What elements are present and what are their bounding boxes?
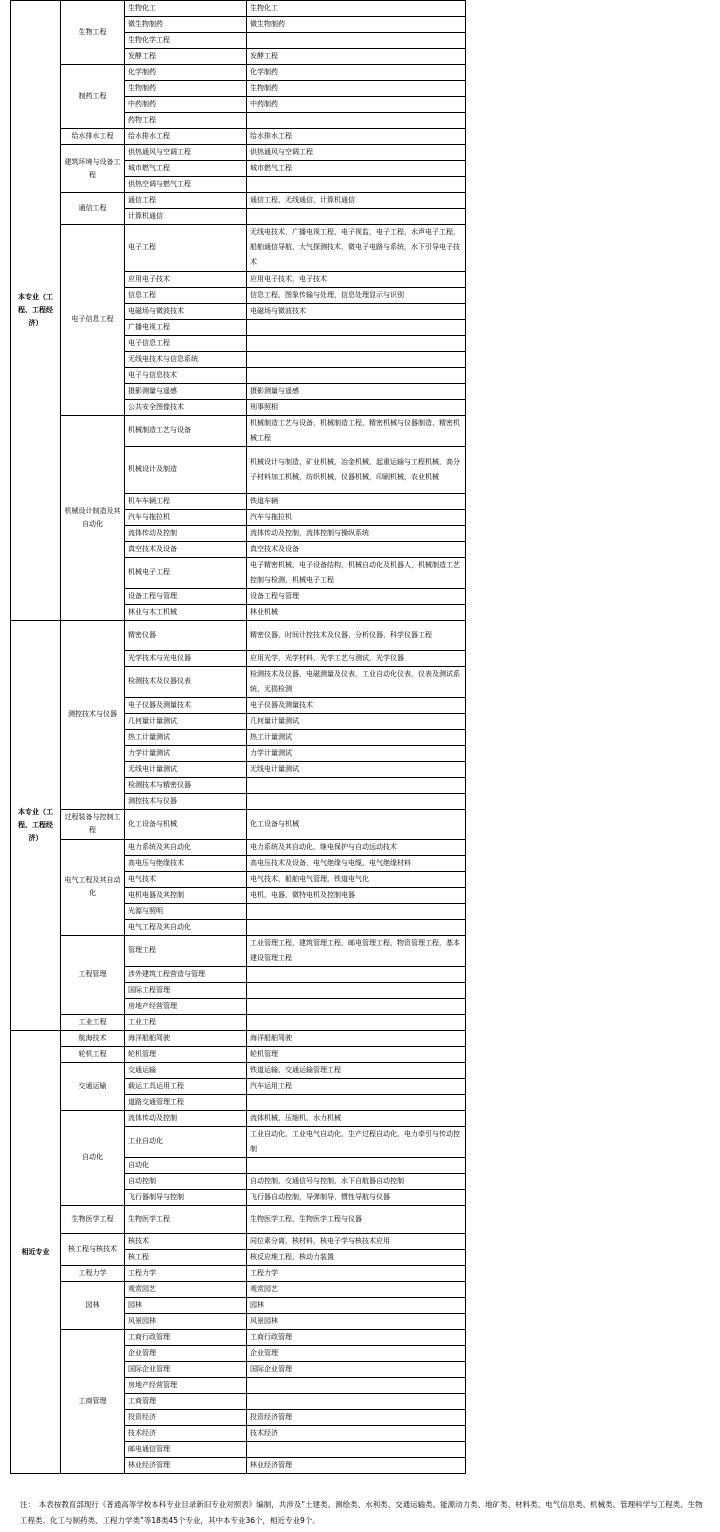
old-major-cell: 房地产经营管理 — [125, 998, 247, 1014]
old-major-cell: 中药制药 — [125, 97, 247, 113]
original-major-cell: 化学制药 — [247, 65, 466, 81]
old-major-cell: 机械制造工艺与设备 — [125, 415, 247, 446]
original-major-cell: 自动控制，交通信号与控制，水下自航器自动控制 — [247, 1173, 466, 1189]
footnote: 注： 本表按教育部现行《普通高等学校本科专业目录新旧专业对照表》编制，共涉及“土建类、测绘类、水利类、交通运输类、能源动力类、地矿类、材料类、电气信息类、机械类、管理科学与工程类、生物工程类、化工与制药类、工程力学类”等18类45个专业，其中本专业36个，相近专业9个。 — [20, 1500, 703, 1525]
original-major-cell: 海洋船舶驾驶 — [247, 1030, 466, 1046]
old-major-cell: 房地产经营管理 — [125, 1378, 247, 1394]
new-major-cell: 航海技术 — [61, 1030, 125, 1046]
new-major-cell: 核工程与核技术 — [61, 1234, 125, 1266]
table-row — [11, 839, 466, 855]
old-major-cell: 检测技术及仪器仪表 — [125, 666, 247, 697]
original-major-cell: 供热通风与空调工程 — [247, 145, 466, 161]
original-major-cell: 观赏园艺 — [247, 1282, 466, 1298]
original-major-cell: 工程力学 — [247, 1266, 466, 1282]
table-row — [11, 1282, 466, 1298]
old-major-cell: 力学计量测试 — [125, 745, 247, 761]
table-row — [11, 1, 466, 17]
old-major-cell: 工业工程 — [125, 1014, 247, 1030]
original-major-cell: 城市燃气工程 — [247, 161, 466, 177]
original-major-cell: 电子仪器及测量技术 — [247, 697, 466, 713]
old-major-cell: 电子工程 — [125, 225, 247, 272]
old-major-cell: 企业管理 — [125, 1346, 247, 1362]
new-major-cell: 通信工程 — [61, 193, 125, 225]
old-major-cell: 几何量计量测试 — [125, 713, 247, 729]
original-major-cell: 工商行政管理 — [247, 1330, 466, 1346]
original-major-cell: 生物医学工程，生物医学工程与仪器 — [247, 1205, 466, 1233]
original-major-cell — [247, 351, 466, 367]
original-major-cell: 检测技术及仪器，电磁测量及仪表，工业自动化仪表，仪表及测试系统，无损检测 — [247, 666, 466, 697]
original-major-cell — [247, 1378, 466, 1394]
original-major-cell: 核反应堆工程，核动力装置 — [247, 1250, 466, 1266]
table-row — [11, 1266, 466, 1282]
old-major-cell: 生物化学工程 — [125, 33, 247, 49]
new-major-cell: 制药工程 — [61, 65, 125, 129]
old-major-cell: 高电压与绝缘技术 — [125, 855, 247, 871]
new-major-cell: 电子信息工程 — [61, 225, 125, 416]
old-major-cell: 交通运输 — [125, 1062, 247, 1078]
old-major-cell: 精密仪器 — [125, 620, 247, 650]
original-major-cell: 电气技术，船舶电气管理，铁道电气化 — [247, 871, 466, 887]
old-major-cell: 机械电子工程 — [125, 557, 247, 588]
original-major-cell: 铁道运输，交通运输管理工程 — [247, 1062, 466, 1078]
original-major-cell — [247, 919, 466, 935]
old-major-cell: 林业经济管理 — [125, 1458, 247, 1474]
new-major-cell: 生物医学工程 — [61, 1205, 125, 1233]
table-row — [11, 1205, 466, 1233]
old-major-cell: 自动控制 — [125, 1173, 247, 1189]
original-major-cell — [247, 1094, 466, 1110]
old-major-cell: 化工设备与机械 — [125, 809, 247, 839]
original-major-cell: 电力系统及其自动化，继电保护与自动远动技术 — [247, 839, 466, 855]
old-major-cell: 园林 — [125, 1298, 247, 1314]
original-major-cell: 林业经济管理 — [247, 1458, 466, 1474]
original-major-cell: 应用电子技术，电子技术 — [247, 271, 466, 287]
original-major-cell: 机械制造工艺与设备，机械制造工程，精密机械与仪器制造，精密机械工程 — [247, 415, 466, 446]
old-major-cell: 流体传动及控制 — [125, 1110, 247, 1126]
old-major-cell: 飞行器制导与控制 — [125, 1189, 247, 1205]
major-comparison-table — [10, 0, 466, 1474]
old-major-cell: 工程力学 — [125, 1266, 247, 1282]
original-major-cell: 无线电计量测试 — [247, 761, 466, 777]
table-row — [11, 129, 466, 145]
new-major-cell: 工程力学 — [61, 1266, 125, 1282]
old-major-cell: 光源与照明 — [125, 903, 247, 919]
old-major-cell: 风景园林 — [125, 1314, 247, 1330]
original-major-cell: 摄影测量与遥感 — [247, 383, 466, 399]
original-major-cell — [247, 113, 466, 129]
original-major-cell: 生物化工 — [247, 1, 466, 17]
old-major-cell: 林业与木工机械 — [125, 604, 247, 620]
table-row — [11, 935, 466, 966]
category-cell: 本专业（工程、工程经济） — [11, 620, 61, 1030]
table-row — [11, 620, 466, 650]
new-major-cell: 生物工程 — [61, 1, 125, 65]
old-major-cell: 机械设计及制造 — [125, 446, 247, 493]
original-major-cell: 汽车运用工程 — [247, 1078, 466, 1094]
original-major-cell — [247, 209, 466, 225]
original-major-cell: 企业管理 — [247, 1346, 466, 1362]
original-major-cell: 生物制药 — [247, 81, 466, 97]
original-major-cell: 工业自动化，工业电气自动化，生产过程自动化，电力牵引与传动控制 — [247, 1126, 466, 1157]
category-cell: 本专业（工程、工程经济） — [11, 1, 61, 621]
old-major-cell: 药物工程 — [125, 113, 247, 129]
original-major-cell: 高电压技术及设备，电气绝缘与电缆，电气绝缘材料 — [247, 855, 466, 871]
original-major-cell: 化工设备与机械 — [247, 809, 466, 839]
original-major-cell — [247, 966, 466, 982]
new-major-cell: 机械设计制造及其自动化 — [61, 415, 125, 620]
old-major-cell: 计算机通信 — [125, 209, 247, 225]
original-major-cell: 轮机管理 — [247, 1046, 466, 1062]
old-major-cell: 公共安全图像技术 — [125, 399, 247, 415]
old-major-cell: 热工计量测试 — [125, 729, 247, 745]
new-major-cell: 电气工程及其自动化 — [61, 839, 125, 935]
old-major-cell: 核技术 — [125, 1234, 247, 1250]
original-major-cell: 力学计量测试 — [247, 745, 466, 761]
original-major-cell: 真空技术及设备 — [247, 541, 466, 557]
old-major-cell: 检测技术与精密仪器 — [125, 777, 247, 793]
old-major-cell: 工业自动化 — [125, 1126, 247, 1157]
old-major-cell: 无线电计量测试 — [125, 761, 247, 777]
table-row — [11, 1030, 466, 1046]
old-major-cell: 工商管理 — [125, 1394, 247, 1410]
old-major-cell: 技术经济 — [125, 1426, 247, 1442]
original-major-cell: 流体机械，压缩机，水力机械 — [247, 1110, 466, 1126]
old-major-cell: 国际企业管理 — [125, 1362, 247, 1378]
original-major-cell: 应用光学，光学材料，光学工艺与测试，光学仪器 — [247, 650, 466, 666]
table-row — [11, 1014, 466, 1030]
old-major-cell: 电子与信息技术 — [125, 367, 247, 383]
old-major-cell: 发酵工程 — [125, 49, 247, 65]
old-major-cell: 电子仪器及测量技术 — [125, 697, 247, 713]
original-major-cell — [247, 1394, 466, 1410]
new-major-cell: 测控技术与仪器 — [61, 620, 125, 809]
old-major-cell: 电机电器及其控制 — [125, 887, 247, 903]
old-major-cell: 通信工程 — [125, 193, 247, 209]
old-major-cell: 工商行政管理 — [125, 1330, 247, 1346]
table-row — [11, 1234, 466, 1250]
old-major-cell: 载运工具运用工程 — [125, 1078, 247, 1094]
new-major-cell: 轮机工程 — [61, 1046, 125, 1062]
old-major-cell: 观赏园艺 — [125, 1282, 247, 1298]
old-major-cell: 城市燃气工程 — [125, 161, 247, 177]
new-major-cell: 给水排水工程 — [61, 129, 125, 145]
old-major-cell: 供热通风与空调工程 — [125, 145, 247, 161]
original-major-cell: 无线电技术，广播电视工程，电子视监，电子工程，水声电子工程，船舶通信导航，大气探测技术，微电子电路与系统，水下引导电子技术 — [247, 225, 466, 272]
old-major-cell: 应用电子技术 — [125, 271, 247, 287]
old-major-cell: 电子信息工程 — [125, 335, 247, 351]
table-row — [11, 809, 466, 839]
new-major-cell: 工商管理 — [61, 1330, 125, 1474]
original-major-cell: 飞行器自动控制，导弹制导，惯性导航与仪器 — [247, 1189, 466, 1205]
category-cell: 相近专业 — [11, 1030, 61, 1473]
original-major-cell: 机械设计与制造，矿业机械，冶金机械，起重运输与工程机械，高分子材料加工机械，纺织机械，仪器机械，印刷机械，农业机械 — [247, 446, 466, 493]
old-major-cell: 电力系统及其自动化 — [125, 839, 247, 855]
old-major-cell: 无线电技术与信息系统 — [125, 351, 247, 367]
new-major-cell: 工程管理 — [61, 935, 125, 1014]
old-major-cell: 生物医学工程 — [125, 1205, 247, 1233]
new-major-cell: 自动化 — [61, 1110, 125, 1205]
original-major-cell: 工业管理工程，建筑管理工程，邮电管理工程，物资管理工程，基本建设管理工程 — [247, 935, 466, 966]
old-major-cell: 真空技术及设备 — [125, 541, 247, 557]
new-major-cell: 工业工程 — [61, 1014, 125, 1030]
original-major-cell — [247, 1442, 466, 1458]
old-major-cell: 摄影测量与遥感 — [125, 383, 247, 399]
old-major-cell: 广播电视工程 — [125, 319, 247, 335]
original-major-cell: 电子精密机械，电子设备结构，机械自动化及机器人，机械制造工艺控制与检测，机械电子工程 — [247, 557, 466, 588]
original-major-cell: 流体传动及控制，流体控制与操纵系统 — [247, 525, 466, 541]
original-major-cell — [247, 1014, 466, 1030]
old-major-cell: 流体传动及控制 — [125, 525, 247, 541]
original-major-cell — [247, 793, 466, 809]
original-major-cell: 给水排水工程 — [247, 129, 466, 145]
old-major-cell: 设备工程与管理 — [125, 588, 247, 604]
old-major-cell: 轮机管理 — [125, 1046, 247, 1062]
new-major-cell: 交通运输 — [61, 1062, 125, 1110]
old-major-cell: 电磁场与微波技术 — [125, 303, 247, 319]
old-major-cell: 涉外建筑工程营造与管理 — [125, 966, 247, 982]
original-major-cell — [247, 1157, 466, 1173]
original-major-cell: 信息工程，图象传输与处理，信息处理显示与识别 — [247, 287, 466, 303]
original-major-cell: 同位素分离，核材料，核电子学与核技术应用 — [247, 1234, 466, 1250]
old-major-cell: 投资经济 — [125, 1410, 247, 1426]
old-major-cell: 机车车辆工程 — [125, 493, 247, 509]
table-row — [11, 1046, 466, 1062]
original-major-cell — [247, 777, 466, 793]
table-row — [11, 1110, 466, 1126]
old-major-cell: 化学制药 — [125, 65, 247, 81]
original-major-cell: 投资经济管理 — [247, 1410, 466, 1426]
old-major-cell: 生物化工 — [125, 1, 247, 17]
original-major-cell — [247, 335, 466, 351]
original-major-cell: 铁道车辆 — [247, 493, 466, 509]
original-major-cell — [247, 982, 466, 998]
original-major-cell: 汽车与拖拉机 — [247, 509, 466, 525]
table-row — [11, 1330, 466, 1346]
original-major-cell: 精密仪器，时间计控技术及仪器，分析仪器，科学仪器工程 — [247, 620, 466, 650]
old-major-cell: 给水排水工程 — [125, 129, 247, 145]
old-major-cell: 自动化 — [125, 1157, 247, 1173]
original-major-cell — [247, 998, 466, 1014]
original-major-cell: 电磁场与微波技术 — [247, 303, 466, 319]
table-row — [11, 225, 466, 272]
old-major-cell: 邮电通信管理 — [125, 1442, 247, 1458]
new-major-cell: 园林 — [61, 1282, 125, 1330]
old-major-cell: 电气工程及其自动化 — [125, 919, 247, 935]
original-major-cell — [247, 367, 466, 383]
old-major-cell: 海洋船舶驾驶 — [125, 1030, 247, 1046]
new-major-cell: 过程装备与控制工程 — [61, 809, 125, 839]
original-major-cell: 园林 — [247, 1298, 466, 1314]
table-row — [11, 193, 466, 209]
original-major-cell: 刑事照相 — [247, 399, 466, 415]
original-major-cell: 风景园林 — [247, 1314, 466, 1330]
old-major-cell: 供热空调与燃气工程 — [125, 177, 247, 193]
old-major-cell: 道路交通管理工程 — [125, 1094, 247, 1110]
old-major-cell: 光学技术与光电仪器 — [125, 650, 247, 666]
original-major-cell — [247, 33, 466, 49]
original-major-cell: 通信工程，无线通信，计算机通信 — [247, 193, 466, 209]
original-major-cell: 热工计量测试 — [247, 729, 466, 745]
old-major-cell: 微生物制药 — [125, 17, 247, 33]
original-major-cell: 设备工程与管理 — [247, 588, 466, 604]
original-major-cell: 发酵工程 — [247, 49, 466, 65]
old-major-cell: 管理工程 — [125, 935, 247, 966]
original-major-cell: 几何量计量测试 — [247, 713, 466, 729]
old-major-cell: 国际工程管理 — [125, 982, 247, 998]
original-major-cell — [247, 319, 466, 335]
original-major-cell: 国际企业管理 — [247, 1362, 466, 1378]
original-major-cell: 中药制药 — [247, 97, 466, 113]
old-major-cell: 测控技术与仪器 — [125, 793, 247, 809]
old-major-cell: 电气技术 — [125, 871, 247, 887]
original-major-cell: 林业机械 — [247, 604, 466, 620]
original-major-cell — [247, 903, 466, 919]
original-major-cell — [247, 177, 466, 193]
original-major-cell: 电机，电器，微特电机及控制电器 — [247, 887, 466, 903]
table-row — [11, 145, 466, 161]
original-major-cell: 技术经济 — [247, 1426, 466, 1442]
old-major-cell: 生物制药 — [125, 81, 247, 97]
new-major-cell: 建筑环境与设备工程 — [61, 145, 125, 193]
table-row — [11, 65, 466, 81]
table-body — [11, 1, 466, 1474]
old-major-cell: 核工程 — [125, 1250, 247, 1266]
table-row — [11, 415, 466, 446]
old-major-cell: 信息工程 — [125, 287, 247, 303]
table-row — [11, 1062, 466, 1078]
original-major-cell: 微生物制药 — [247, 17, 466, 33]
old-major-cell: 汽车与拖拉机 — [125, 509, 247, 525]
